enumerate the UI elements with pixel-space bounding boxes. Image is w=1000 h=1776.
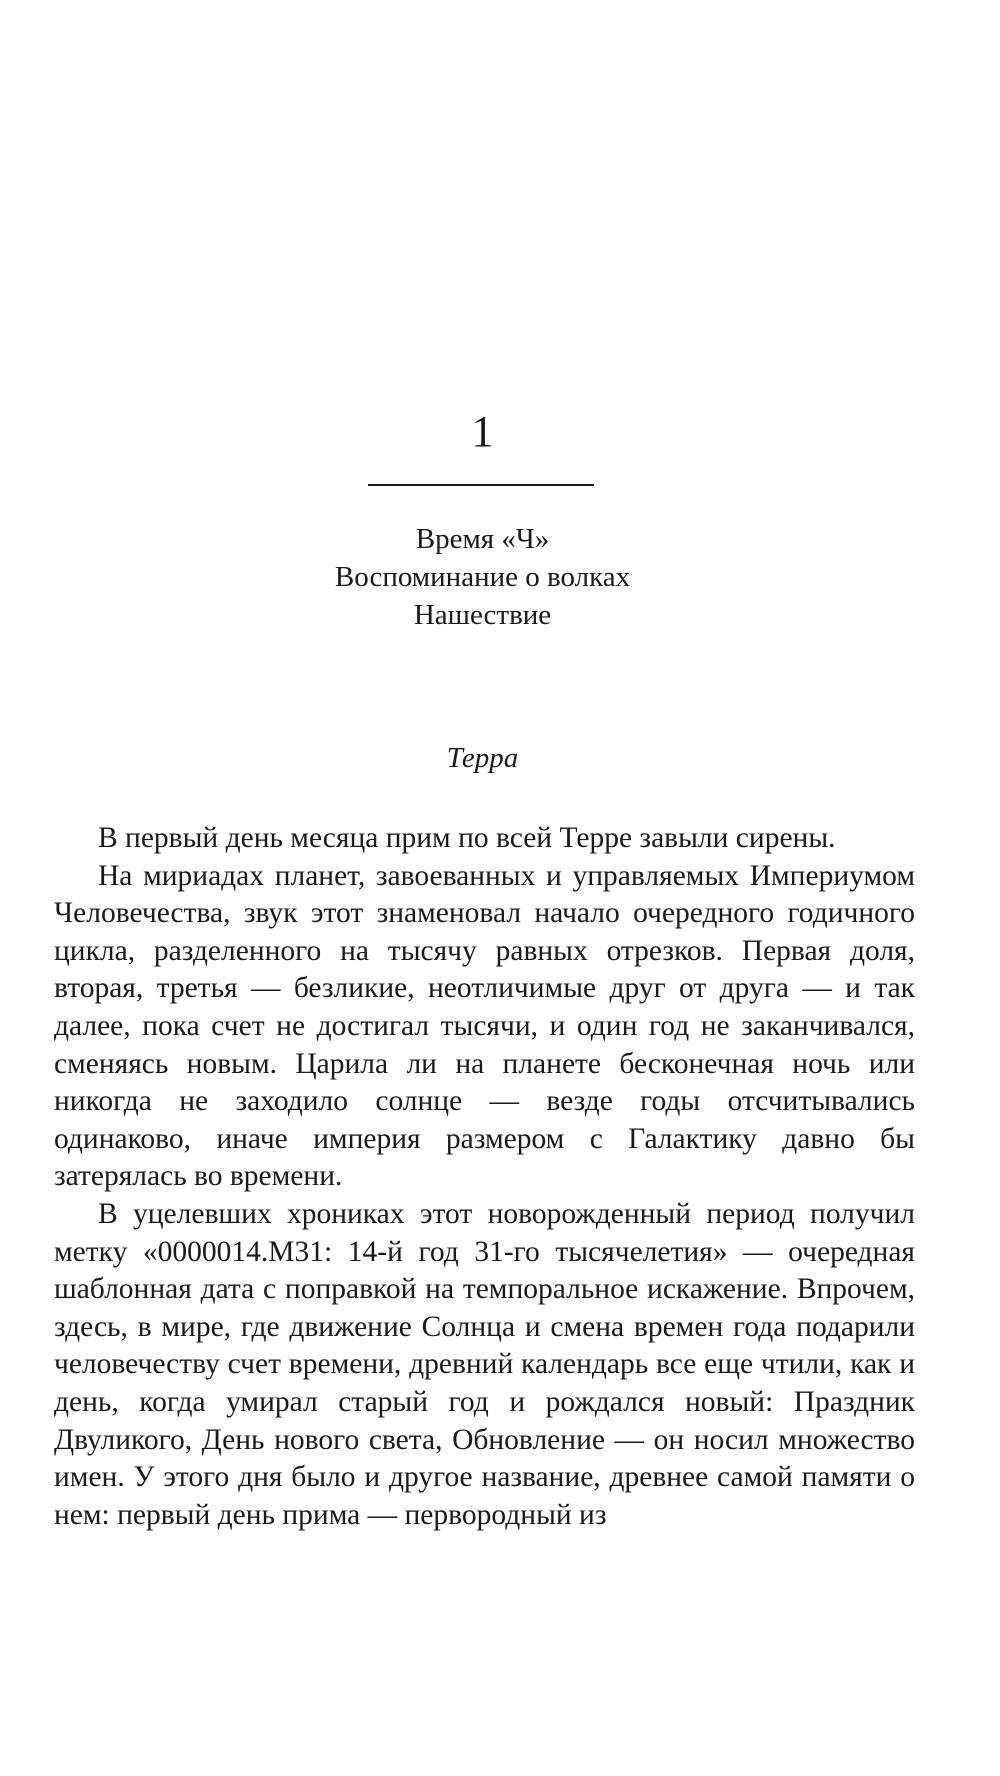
chapter-number: 1 [471,407,494,456]
paragraph: На мириадах планет, завоеванных и управляемых Империумом Человечества, звук этот знаменовал начало очередного годичного цикла, разделенного на тысячу равных отрезков. Первая доля, вторая, третья — безликие, неотличимые друг от друга — и так далее, пока счет не достигал тысячи, и один год не заканчивался, сменяясь новым. Царила ли на планете бесконечная ночь или никогда не заходило солнце — везде годы отсчитывались одинаково, иначе империя размером с Галактику давно бы затерялась во времени. [54,859,915,1193]
chapter-divider [368,484,594,486]
chapter-title-line: Воспоминание о волках [334,561,631,593]
chapter-title-line: Нашествие [413,599,552,631]
paragraph: В первый день месяца прим по всей Терре завыли сирены. [98,822,836,854]
chapter-titles [0,520,965,634]
chapter-title-line: Время «Ч» [415,523,550,555]
section-heading: Терра [446,742,519,774]
paragraph: В уцелевших хрониках этот новорожденный период получил метку «0000014.М31: 14-й год 31-го тысячелетия» — очередная шаблонная дата с поправкой на темпоральное искажение. Впрочем, здесь, в мире, где движение Солнца и смена времен года подарили человечеству счет времени, древний календарь все еще чтили, как и день, когда умирал старый год и рождался новый: Праздник Двуликого, День нового света, Обновление — он носил множество имен. У этого дня было и другое название, древнее самой памяти о нем: первый день прима — первородный из [54,1197,915,1531]
body-text [54,820,915,1534]
